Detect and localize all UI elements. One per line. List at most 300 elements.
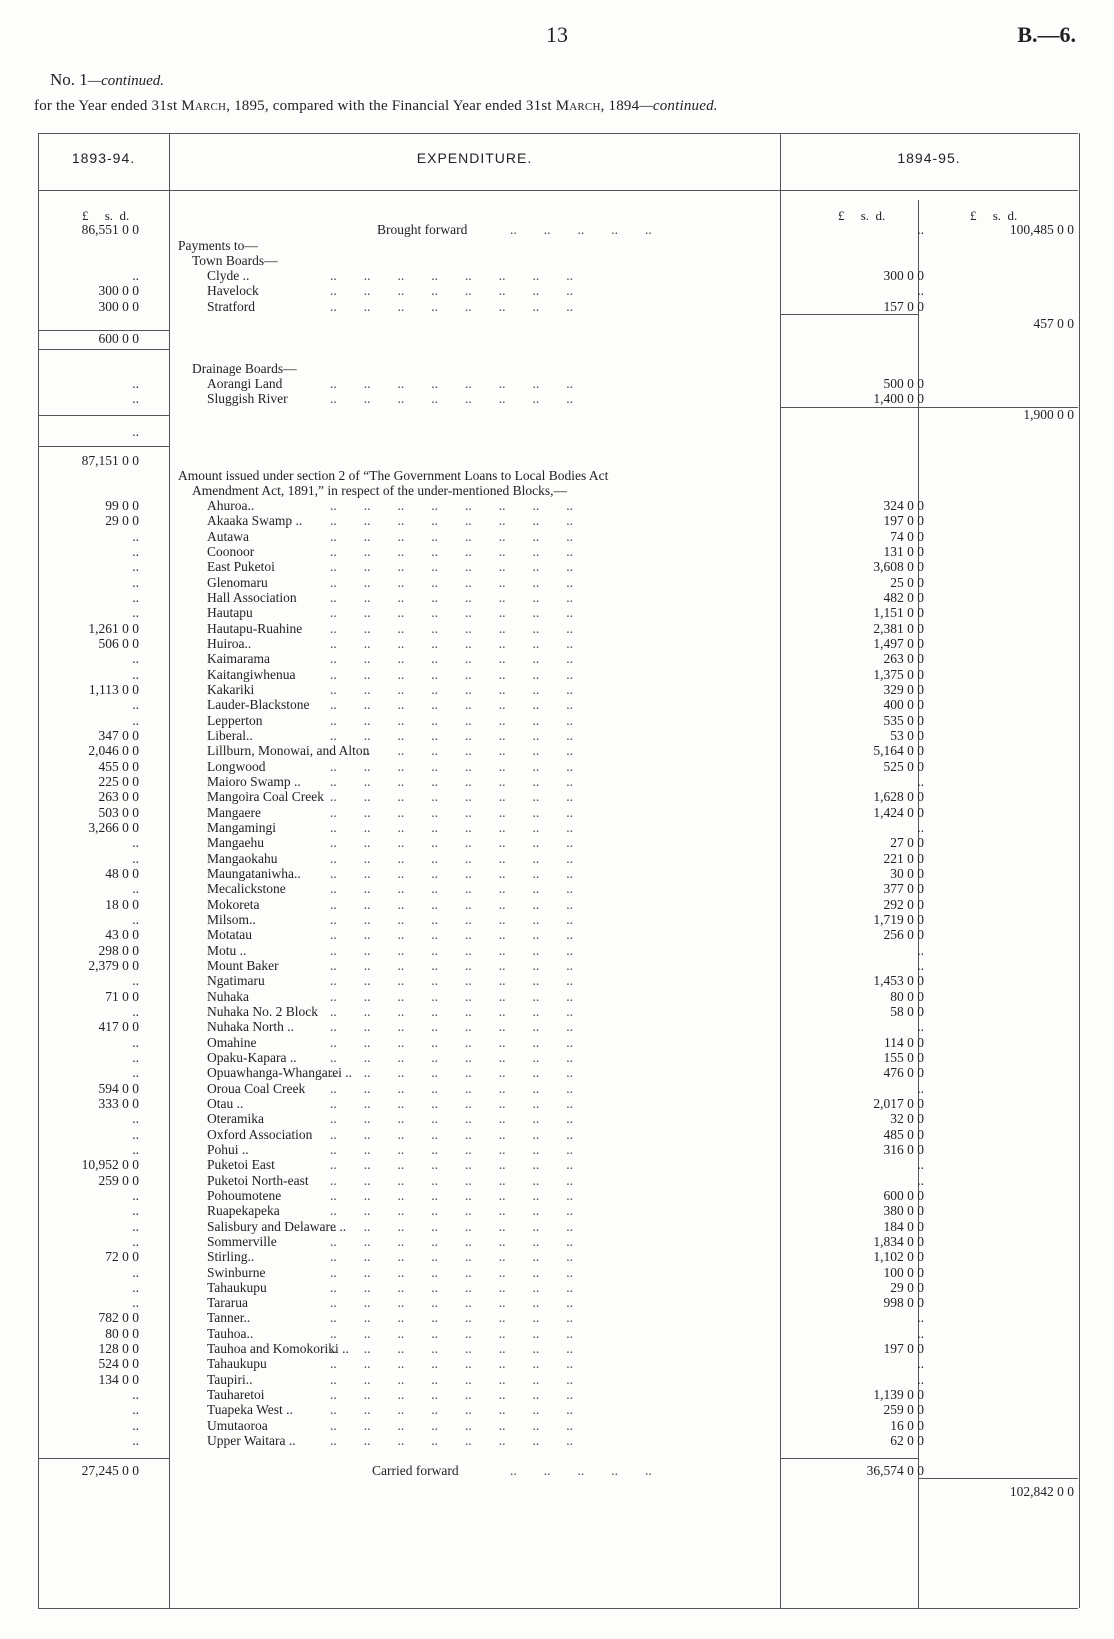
block-name: Upper Waitara .. <box>207 1433 296 1449</box>
amount-1894-95: 259 0 0 <box>883 1402 924 1418</box>
table-row <box>0 498 1114 514</box>
carried-left-rule <box>38 1458 169 1459</box>
table-row <box>0 299 1114 315</box>
table-row <box>0 391 1114 407</box>
block-name: Hall Association <box>207 589 297 605</box>
table-row <box>0 697 1114 713</box>
brought-forward-left: 86,551 0 0 <box>81 222 139 237</box>
table-row <box>0 1326 1114 1342</box>
table-row <box>0 605 1114 621</box>
amount-1893-94: 298 0 0 <box>98 942 139 958</box>
carried-right-rule <box>918 1478 1078 1479</box>
dot-leader: .. .. .. .. .. .. .. .. <box>330 1111 573 1127</box>
block-name: Oteramika <box>207 1111 264 1127</box>
loans-heading-line2: Amendment Act, 1891,” in respect of the under-mentioned Blocks,— <box>192 483 568 498</box>
amount-1893-94: 782 0 0 <box>98 1310 139 1326</box>
carried-forward-right: 102,842 0 0 <box>1009 1484 1074 1499</box>
table-row <box>0 1127 1114 1143</box>
dot-leader: .. .. .. .. .. .. .. .. <box>330 1387 573 1403</box>
amount-1893-94: 43 0 0 <box>105 927 139 943</box>
amount-1894-95: 476 0 0 <box>883 1065 924 1081</box>
dot-leader: .. .. .. .. .. .. .. .. <box>330 804 573 820</box>
table-row <box>0 743 1114 759</box>
amount-1894-95: 1,151 0 0 <box>873 605 924 621</box>
block-name: Huiroa.. <box>207 635 252 651</box>
dot-leader: .. .. .. .. .. .. .. .. <box>330 957 573 973</box>
amount-1894-95: 380 0 0 <box>883 1203 924 1219</box>
amount-1893-94: 2,379 0 0 <box>88 957 139 973</box>
amount-1893-94: .. <box>132 1233 139 1249</box>
table-row <box>0 575 1114 591</box>
amount-1894-95: 1,424 0 0 <box>873 804 924 820</box>
amount-1893-94: .. <box>132 1187 139 1203</box>
amount-1893-94: 134 0 0 <box>98 1371 139 1387</box>
table-row <box>0 1157 1114 1173</box>
running-total-left: 87,151 0 0 <box>81 453 139 468</box>
dot-leader: .. .. .. .. .. .. .. .. <box>330 1019 573 1035</box>
dot-leader: .. .. .. .. .. .. .. .. <box>330 1310 573 1326</box>
block-name: Tahaukupu <box>207 1279 267 1295</box>
dot-leader: .. .. .. .. .. .. .. .. <box>330 789 573 805</box>
amount-1894-95: .. <box>917 819 924 835</box>
amount-1893-94: .. <box>132 850 139 866</box>
subtitle-cont: —continued. <box>639 98 718 114</box>
amount-1894-95: 157 0 0 <box>883 298 924 314</box>
brought-forward-mid: .. <box>917 222 924 237</box>
amount-1893-94: .. <box>132 712 139 728</box>
block-name: Sommerville <box>207 1233 277 1249</box>
dot-leader: .. .. .. .. .. .. .. .. <box>330 988 573 1004</box>
table-row <box>0 713 1114 729</box>
brought-forward-label: Brought forward <box>377 222 468 237</box>
page-number: 13 <box>546 22 568 47</box>
table-row <box>0 989 1114 1005</box>
block-name: Mangaere <box>207 804 261 820</box>
amount-1893-94: .. <box>132 1402 139 1418</box>
amount-1894-95: 5,164 0 0 <box>873 743 924 759</box>
running-total-row <box>0 453 1114 469</box>
table-row <box>0 1004 1114 1020</box>
carried-forward-label: Carried forward <box>372 1463 459 1478</box>
block-name: Mangamingi <box>207 819 276 835</box>
dot-leader: .. .. .. .. .. .. .. .. <box>330 559 573 575</box>
amount-1893-94: .. <box>132 697 139 713</box>
dot-leader: .. .. .. .. .. .. .. .. <box>330 376 573 391</box>
town-subtotal-right-row <box>0 316 1114 332</box>
amount-1893-94: .. <box>132 559 139 575</box>
amount-1894-95: .. <box>917 1356 924 1372</box>
amount-1894-95: .. <box>917 942 924 958</box>
dot-leader: .. .. .. .. .. .. .. .. <box>330 1172 573 1188</box>
dot-leader: .. .. .. .. .. .. .. .. <box>330 1003 573 1019</box>
dot-leader: .. .. .. .. .. .. .. .. <box>330 1203 573 1219</box>
dot-leader: .. .. .. .. .. .. .. .. <box>330 1356 573 1372</box>
amount-1894-95: .. <box>917 1371 924 1387</box>
amount-1893-94: .. <box>132 1049 139 1065</box>
block-name: Taupiri.. <box>207 1371 253 1387</box>
table-row <box>0 1387 1114 1403</box>
block-name: Opuawhanga-Whangarei .. <box>207 1065 353 1081</box>
amount-1893-94: .. <box>132 1003 139 1019</box>
table-row <box>0 376 1114 392</box>
block-name: Nuhaka <box>207 988 249 1004</box>
block-name: Tuapeka West .. <box>207 1402 293 1418</box>
table-bottom-rule <box>38 1608 1078 1609</box>
amount-1893-94: .. <box>132 268 139 283</box>
block-name: Mokoreta <box>207 896 260 912</box>
amount-1894-95: .. <box>917 1080 924 1096</box>
dot-leader: .. .. .. .. .. .. .. .. <box>330 1417 573 1433</box>
amount-1894-95: 482 0 0 <box>883 589 924 605</box>
drain-subtotal-rule-bottom <box>38 446 169 447</box>
amount-1894-95: .. <box>917 773 924 789</box>
dot-leader: .. .. .. .. .. .. .. .. <box>330 1264 573 1280</box>
dot-leader: .. .. .. .. .. .. .. .. <box>330 927 573 943</box>
table-row <box>0 912 1114 928</box>
table-row <box>0 759 1114 775</box>
amount-1894-95: 1,375 0 0 <box>873 666 924 682</box>
amount-1893-94: 263 0 0 <box>98 789 139 805</box>
table-row <box>0 667 1114 683</box>
amount-1893-94: .. <box>132 1126 139 1142</box>
table-row <box>0 1188 1114 1204</box>
amount-1894-95: 1,453 0 0 <box>873 973 924 989</box>
table-row <box>0 621 1114 637</box>
header-rule <box>38 190 1078 191</box>
block-name: Lepperton <box>207 712 263 728</box>
dot-leader: .. .. .. .. .. .. .. .. <box>330 651 573 667</box>
block-name: Swinburne <box>207 1264 266 1280</box>
block-name: Umutaoroa <box>207 1417 268 1433</box>
block-name: Tahaukupu <box>207 1356 267 1372</box>
subtitle-post: , 1894 <box>600 98 640 114</box>
dot-leader: .. .. .. .. .. .. .. .. <box>330 1341 573 1357</box>
dot-leader: .. .. .. .. .. .. .. .. <box>330 498 573 513</box>
amount-1894-95: 62 0 0 <box>890 1433 924 1449</box>
block-name: Mangoira Coal Creek <box>207 789 324 805</box>
amount-1894-95: 32 0 0 <box>890 1111 924 1127</box>
table-row <box>0 1433 1114 1449</box>
dot-leader: .. .. .. .. .. .. .. .. <box>330 1233 573 1249</box>
table-number-label: No. 1 <box>50 70 88 89</box>
table-row <box>0 958 1114 974</box>
town-subtotal-right: 457 0 0 <box>1033 316 1074 331</box>
block-name: Tanner.. <box>207 1310 251 1326</box>
table-row <box>0 881 1114 897</box>
dot-leader: .. .. .. .. .. .. .. .. <box>330 850 573 866</box>
amount-1893-94: .. <box>132 1417 139 1433</box>
block-name: Hautapu-Ruahine <box>207 620 303 636</box>
brought-forward-row <box>0 222 1114 238</box>
amount-1894-95: 74 0 0 <box>890 528 924 544</box>
block-name: Lillburn, Monowai, and Alton <box>207 743 370 759</box>
amount-1893-94: .. <box>132 605 139 621</box>
amount-1893-94: 259 0 0 <box>98 1172 139 1188</box>
drain-subtotal-row <box>0 424 1114 440</box>
amount-1893-94: 524 0 0 <box>98 1356 139 1372</box>
block-name: Milsom.. <box>207 911 256 927</box>
amount-1894-95: 184 0 0 <box>883 1218 924 1234</box>
table-row <box>0 1265 1114 1281</box>
carried-mid-rule <box>780 1458 918 1459</box>
block-name: Tauhoa and Komokoriki .. <box>207 1341 349 1357</box>
amount-1894-95: 197 0 0 <box>883 1341 924 1357</box>
amount-1894-95: 600 0 0 <box>883 1187 924 1203</box>
block-name: Puketoi North-east <box>207 1172 309 1188</box>
amount-1893-94: .. <box>132 1141 139 1157</box>
table-row <box>0 1356 1114 1372</box>
block-name: Ahuroa.. <box>207 498 255 513</box>
amount-1893-94: .. <box>132 666 139 682</box>
table-row <box>0 1249 1114 1265</box>
amount-1894-95: 1,102 0 0 <box>873 1249 924 1265</box>
table-row <box>0 1372 1114 1388</box>
amount-1893-94: 72 0 0 <box>105 1249 139 1265</box>
table-row <box>0 866 1114 882</box>
column-header-1894-95: 1894-95. <box>897 150 961 166</box>
amount-1893-94: .. <box>132 1203 139 1219</box>
column-header-1893-94: 1893-94. <box>71 150 136 166</box>
amount-1894-95: .. <box>917 1172 924 1188</box>
dot-leader: .. .. .. .. .. .. .. .. <box>330 1080 573 1096</box>
amount-1893-94: .. <box>132 528 139 544</box>
document-reference: B.—6. <box>1017 22 1076 47</box>
amount-1894-95: 300 0 0 <box>883 268 924 283</box>
amount-1894-95: 998 0 0 <box>883 1295 924 1311</box>
amount-1893-94: 71 0 0 <box>105 988 139 1004</box>
amount-1893-94: 506 0 0 <box>98 635 139 651</box>
units-left: £ s. d. <box>82 208 130 223</box>
table-row <box>0 590 1114 606</box>
table-row <box>0 1173 1114 1189</box>
amount-1894-95: .. <box>917 1157 924 1173</box>
dot-leader: .. .. .. .. .. .. .. .. <box>330 758 573 774</box>
dot-leader: .. .. .. .. .. .. .. .. <box>330 1325 573 1341</box>
amount-1893-94: .. <box>132 835 139 851</box>
amount-1894-95: 2,381 0 0 <box>873 620 924 636</box>
block-name: Akaaka Swamp .. <box>207 513 303 529</box>
table-row <box>0 1219 1114 1235</box>
block-name: Maungataniwha.. <box>207 865 301 881</box>
column-header-expenditure: EXPENDITURE. <box>416 150 533 166</box>
amount-1893-94: .. <box>132 1433 139 1449</box>
table-row <box>0 1035 1114 1051</box>
dot-leader: .. .. .. .. .. .. .. .. <box>330 298 573 314</box>
block-name: Mount Baker <box>207 957 279 973</box>
amount-1894-95: 525 0 0 <box>883 758 924 774</box>
units-mid: £ s. d. <box>838 208 886 223</box>
dot-leader: .. .. .. .. .. .. .. .. <box>330 283 573 299</box>
dot-leader: .. .. .. .. .. .. .. .. <box>330 911 573 927</box>
dot-leader: .. .. .. .. .. .. .. .. <box>330 819 573 835</box>
block-name: Stratford <box>207 298 255 314</box>
amount-1894-95: 100 0 0 <box>883 1264 924 1280</box>
carried-forward-left: 27,245 0 0 <box>81 1463 139 1478</box>
town-boards-heading: Town Boards— <box>192 253 278 268</box>
carried-forward-row <box>0 1463 1114 1479</box>
dot-leader: .. .. .. .. .. <box>510 222 652 237</box>
table-row <box>0 805 1114 821</box>
block-name: Oroua Coal Creek <box>207 1080 306 1096</box>
drainage-boards-heading: Drainage Boards— <box>192 361 297 376</box>
table-row <box>0 513 1114 529</box>
payments-heading: Payments to— <box>178 238 258 253</box>
amount-1893-94: 333 0 0 <box>98 1095 139 1111</box>
dot-leader: .. .. .. .. .. .. .. .. <box>330 528 573 544</box>
dot-leader: .. .. .. .. .. .. .. .. <box>330 942 573 958</box>
amount-1894-95: 30 0 0 <box>890 865 924 881</box>
dot-leader: .. .. .. .. .. .. .. .. <box>330 666 573 682</box>
town-subtotal-left: 600 0 0 <box>98 331 139 346</box>
table-row <box>0 820 1114 836</box>
amount-1893-94: .. <box>132 1218 139 1234</box>
loans-heading-line1: Amount issued under section 2 of “The Government Loans to Local Bodies Act <box>178 468 609 483</box>
amount-1894-95: 221 0 0 <box>883 850 924 866</box>
amount-1893-94: .. <box>132 1279 139 1295</box>
table-row <box>0 927 1114 943</box>
brought-forward-right: 100,485 0 0 <box>1009 222 1074 237</box>
table-row <box>0 1050 1114 1066</box>
amount-1893-94: 99 0 0 <box>105 498 139 513</box>
dot-leader: .. .. .. .. .. .. .. .. <box>330 1279 573 1295</box>
town-subtotal-rule-bottom <box>38 349 169 350</box>
dot-leader: .. .. .. .. .. .. .. .. <box>330 589 573 605</box>
drain-subtotal-right-row <box>0 407 1114 423</box>
block-name: Hautapu <box>207 605 253 621</box>
block-name: Mangaokahu <box>207 850 278 866</box>
table-row <box>0 774 1114 790</box>
amount-1893-94: 3,266 0 0 <box>88 819 139 835</box>
table-row <box>0 1310 1114 1326</box>
amount-1893-94: 594 0 0 <box>98 1080 139 1096</box>
block-name: Pohoumotene <box>207 1187 282 1203</box>
block-name: Nuhaka North .. <box>207 1019 294 1035</box>
amount-1893-94: 29 0 0 <box>105 513 139 529</box>
table-row <box>0 1295 1114 1311</box>
dot-leader: .. .. .. .. .. .. .. .. <box>330 635 573 651</box>
dot-leader: .. .. .. .. .. .. .. .. <box>330 773 573 789</box>
block-name: Clyde .. <box>207 268 250 283</box>
block-name: Motatau <box>207 927 252 943</box>
table-row <box>0 835 1114 851</box>
block-name: Mecalickstone <box>207 881 286 897</box>
block-name: Kaimarama <box>207 651 270 667</box>
amount-1893-94: .. <box>132 1034 139 1050</box>
amount-1893-94: .. <box>132 651 139 667</box>
dot-leader: .. .. .. .. .. .. .. .. <box>330 1095 573 1111</box>
dot-leader: .. .. .. .. .. .. .. .. <box>330 1049 573 1065</box>
table-row <box>0 973 1114 989</box>
table-row <box>0 682 1114 698</box>
block-name: Maioro Swamp .. <box>207 773 301 789</box>
amount-1894-95: 197 0 0 <box>883 513 924 529</box>
block-name: Aorangi Land <box>207 376 283 391</box>
table-row <box>0 1142 1114 1158</box>
block-name: Nuhaka No. 2 Block <box>207 1003 318 1019</box>
amount-1893-94: .. <box>132 881 139 897</box>
table-row <box>0 651 1114 667</box>
amount-1894-95: 1,628 0 0 <box>873 789 924 805</box>
amount-1894-95: 485 0 0 <box>883 1126 924 1142</box>
table-row <box>0 1280 1114 1296</box>
block-name: Tauharetoi <box>207 1387 265 1403</box>
block-name: Longwood <box>207 758 266 774</box>
amount-1894-95: 500 0 0 <box>883 376 924 391</box>
table-row <box>0 728 1114 744</box>
dot-leader: .. .. .. .. .. .. .. .. <box>330 1249 573 1265</box>
town-subtotal-row <box>0 331 1114 347</box>
table-row <box>0 1081 1114 1097</box>
town-mid-rule <box>780 314 918 315</box>
amount-1893-94: .. <box>132 574 139 590</box>
dot-leader: .. .. .. .. .. .. .. .. <box>330 1126 573 1142</box>
amount-1893-94: 1,113 0 0 <box>88 681 139 697</box>
amount-1894-95: 114 0 0 <box>884 1034 924 1050</box>
amount-1893-94: 48 0 0 <box>105 865 139 881</box>
amount-1893-94: 18 0 0 <box>105 896 139 912</box>
block-name: Ruapekapeka <box>207 1203 280 1219</box>
block-name: Otau .. <box>207 1095 244 1111</box>
dot-leader: .. .. .. .. .. <box>510 1463 652 1478</box>
dot-leader: .. .. .. .. .. .. .. .. <box>330 697 573 713</box>
table-row <box>0 1065 1114 1081</box>
subtitle-month1: March <box>181 98 227 114</box>
amount-1894-95: 324 0 0 <box>883 498 924 513</box>
subtitle-month2: March <box>555 98 601 114</box>
amount-1894-95: 535 0 0 <box>883 712 924 728</box>
table-row <box>0 1234 1114 1250</box>
block-name: Opaku-Kapara .. <box>207 1049 297 1065</box>
dot-leader: .. .. .. .. .. .. .. .. <box>330 1218 573 1234</box>
block-name: Salisbury and Delaware .. <box>207 1218 347 1234</box>
table-row <box>0 897 1114 913</box>
amount-1893-94: 417 0 0 <box>98 1019 139 1035</box>
table-row <box>0 559 1114 575</box>
amount-1894-95: .. <box>917 1019 924 1035</box>
amount-1894-95: 53 0 0 <box>890 727 924 743</box>
amount-1894-95: 316 0 0 <box>883 1141 924 1157</box>
table-row <box>0 1019 1114 1035</box>
dot-leader: .. .. .. .. .. .. .. .. <box>330 513 573 529</box>
table-row <box>0 851 1114 867</box>
amount-1894-95: 80 0 0 <box>890 988 924 1004</box>
amount-1894-95: 27 0 0 <box>890 835 924 851</box>
amount-1893-94: .. <box>132 911 139 927</box>
amount-1893-94: 2,046 0 0 <box>88 743 139 759</box>
dot-leader: .. .. .. .. .. .. .. .. <box>330 743 573 759</box>
table-row <box>0 283 1114 299</box>
amount-1893-94: .. <box>132 391 139 407</box>
table-row <box>0 1096 1114 1112</box>
dot-leader: .. .. .. .. .. .. .. .. <box>330 574 573 590</box>
amount-1894-95: 263 0 0 <box>883 651 924 667</box>
dot-leader: .. .. .. .. .. .. .. .. <box>330 835 573 851</box>
block-name: Kaitangiwhenua <box>207 666 296 682</box>
dot-leader: .. .. .. .. .. .. .. .. <box>330 727 573 743</box>
table-row <box>0 268 1114 284</box>
table-row <box>0 1111 1114 1127</box>
drain-subtotal-left: .. <box>132 424 139 439</box>
block-name: East Puketoi <box>207 559 275 575</box>
amount-1893-94: .. <box>132 376 139 391</box>
drain-subtotal-right: 1,900 0 0 <box>1023 407 1074 422</box>
block-name: Havelock <box>207 283 259 299</box>
block-name: Glenomaru <box>207 574 268 590</box>
table-row <box>0 1203 1114 1219</box>
amount-1894-95: .. <box>917 1310 924 1326</box>
amount-1894-95: 2,017 0 0 <box>873 1095 924 1111</box>
block-name: Tararua <box>207 1295 249 1311</box>
